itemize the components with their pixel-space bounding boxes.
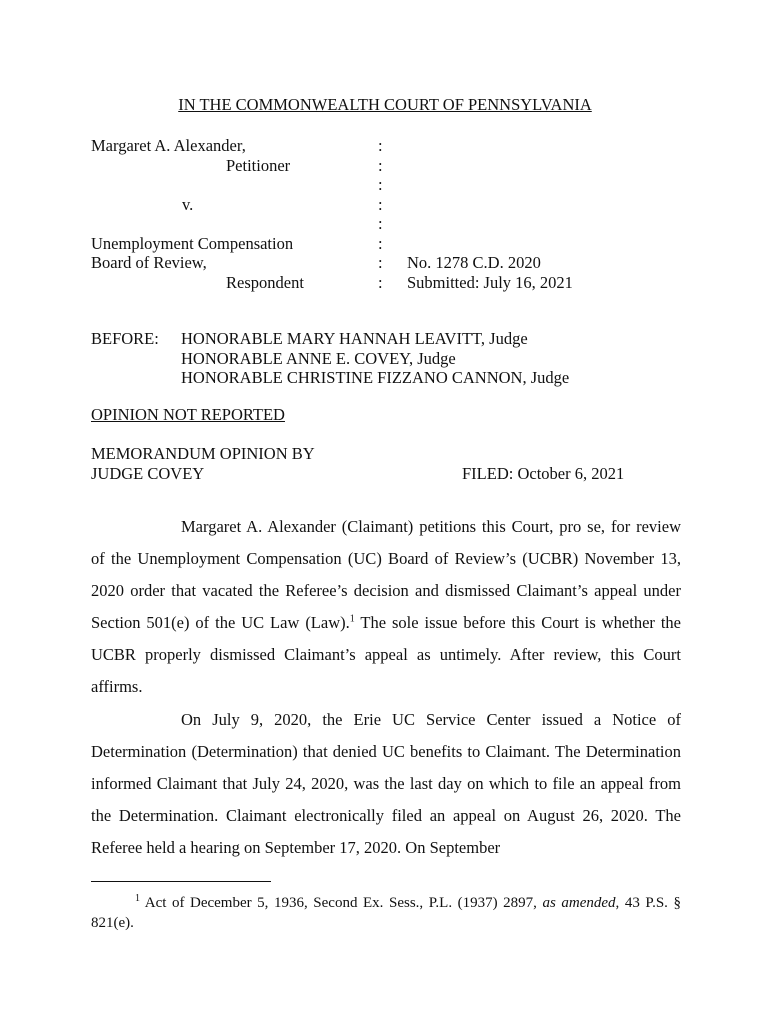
paragraph-2: On July 9, 2020, the Erie UC Service Center issued a Notice of Determination (Determination) that denied UC benefits to Claimant. The Determination informed Claimant that July 24, 2020, was the last day on which to file an appeal from the Determination. Claimant electronically filed an appeal on August 26, 2020. The Referee held a hearing on September 17, 2020. On September — [91, 709, 681, 857]
docket-number: No. 1278 C.D. 2020 — [407, 253, 541, 272]
respondent-name-line2: Board of Review, — [91, 253, 207, 272]
paragraph-1: Margaret A. Alexander (Claimant) petitions this Court, pro se, for review of the Unemployment Compensation (UC) Board of Review’s (UCBR) November 13, 2020 order that vacated the Referee’s decision and dismissed Claimant’s appeal under Section 501(e) of the UC Law (Law).$^1$ The sole issue before this Court is whether the UCBR properly dismissed Claimant’s appeal as untimely. After review, this Court affirms. — [91, 517, 681, 697]
opinion-status: OPINION NOT REPORTED — [91, 405, 285, 424]
respondent-role: Respondent — [226, 272, 304, 292]
judge-name: HONORABLE CHRISTINE FIZZANO CANNON, Judge — [181, 368, 570, 387]
filed-date: FILED: October 6, 2021 — [462, 463, 625, 483]
docket-info — [407, 253, 573, 292]
court-title: IN THE COMMONWEALTH COURT OF PENNSYLVANIA — [178, 95, 592, 114]
judge-name: HONORABLE ANNE E. COVEY, Judge — [181, 348, 456, 368]
petitioner-role: Petitioner — [226, 155, 291, 175]
before-label: BEFORE: — [91, 329, 159, 348]
memorandum-heading — [91, 444, 315, 483]
memorandum-author: JUDGE COVEY — [91, 463, 205, 483]
respondent-name-line1: Unemployment Compensation — [91, 233, 294, 253]
caption-colon-column: : : : : : : : : — [378, 136, 383, 292]
footnote-ref-1[interactable]: 1 — [349, 613, 355, 625]
memorandum-line1: MEMORANDUM OPINION BY — [91, 444, 315, 463]
judge-panel — [181, 329, 569, 388]
submitted-date: Submitted: July 16, 2021 — [407, 272, 573, 292]
footnote-divider — [91, 881, 271, 882]
footnote-marker: 1 — [135, 893, 140, 904]
petitioner-name: Margaret A. Alexander, — [91, 136, 246, 155]
footnote-1: $^1$ Act of December 5, 1936, Second Ex. Sess., P.L. (1937) 2897, as amended, 43 P.S. § 821(e). — [91, 893, 681, 931]
opinion-body — [91, 511, 681, 864]
footnote-italic: as amended — [542, 895, 616, 911]
versus: v. — [182, 194, 194, 214]
case-caption-parties — [91, 136, 304, 292]
judge-name: HONORABLE MARY HANNAH LEAVITT, Judge — [181, 329, 528, 348]
